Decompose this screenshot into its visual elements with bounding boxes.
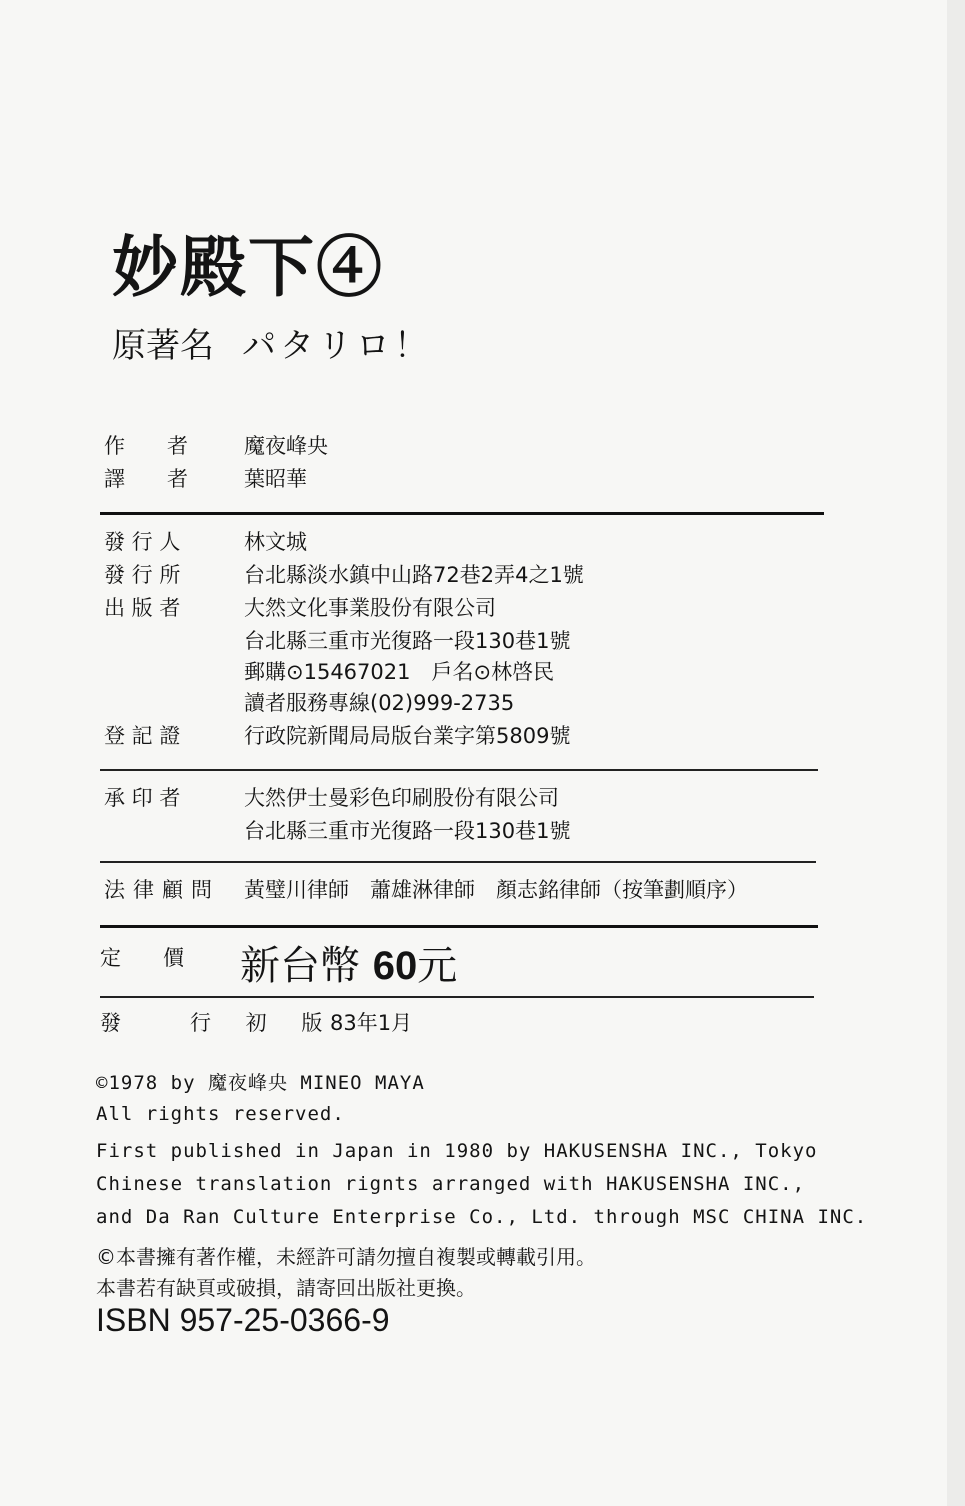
row-value: 行政院新聞局局版台業字第5809號 <box>244 724 571 748</box>
row-label: 出 版 者 <box>104 596 181 620</box>
price-prefix: 新台幣 <box>240 943 360 989</box>
edition-label-2: 行 初 版 <box>190 1011 337 1035</box>
book-title: 妙殿下④ <box>112 228 384 306</box>
row-value: 大然伊士曼彩色印刷股份有限公司 <box>244 786 559 810</box>
price-label: 定 價 <box>100 946 184 970</box>
row-value: 大然文化事業股份有限公司 <box>244 596 496 620</box>
original-title <box>112 318 432 367</box>
original-title-value: パタリロ！ <box>242 326 432 366</box>
edition-label: 發 <box>100 1011 121 1035</box>
copyright-line: First published in Japan in 1980 by HAKUSENSHA INC., Tokyo <box>96 1140 818 1162</box>
publisher-row <box>104 687 514 717</box>
row-value: 台北縣三重市光復路一段130巷1號 <box>244 629 571 653</box>
row-label: 發 行 人 <box>104 530 181 554</box>
publisher-row <box>104 656 554 686</box>
credit-value: 魔夜峰央 <box>244 434 328 458</box>
price-row <box>100 942 458 989</box>
publisher-row <box>104 625 570 655</box>
original-title-label: 原著名 <box>112 326 214 366</box>
divider <box>100 996 814 998</box>
notice-line: ©本書擁有著作權，未經許可請勿擅自複製或轉載引用。 <box>96 1245 596 1269</box>
isbn: ISBN 957-25-0366-9 <box>96 1302 390 1338</box>
row-value: 讀者服務專線(02)999-2735 <box>244 691 515 715</box>
credit-label: 譯 者 <box>104 467 188 491</box>
notice-line: 本書若有缺頁或破損，請寄回出版社更換。 <box>96 1276 476 1300</box>
publisher-row <box>104 592 496 622</box>
row-label: 法律顧問 <box>104 878 220 902</box>
price-amount: 60 <box>372 944 418 988</box>
row-label: 承 印 者 <box>104 786 181 810</box>
copyright-line: Chinese translation rignts arranged with HAKUSENSHA INC., <box>96 1173 806 1195</box>
copyright-line: and Da Ran Culture Enterprise Co., Ltd. through MSC CHINA INC. <box>96 1206 868 1228</box>
row-label: 登 記 證 <box>104 724 181 748</box>
legal-row <box>104 874 748 904</box>
publisher-row <box>104 720 570 750</box>
publisher-row <box>104 559 584 589</box>
divider <box>100 861 816 863</box>
publisher-row <box>104 526 307 556</box>
credit-translator <box>104 463 307 493</box>
copyright-line: ©1978 by 魔夜峰央 MINEO MAYA <box>96 1072 425 1094</box>
row-value: 郵購⊙15467021 戶名⊙林啓民 <box>244 660 555 684</box>
page-edge <box>947 0 965 1506</box>
credit-value: 葉昭華 <box>244 467 307 491</box>
edition-value: 83年1月 <box>330 1011 413 1035</box>
divider <box>100 512 824 515</box>
price-value <box>240 934 457 991</box>
price-unit: 元 <box>417 943 458 989</box>
divider <box>100 769 818 771</box>
row-value: 台北縣淡水鎮中山路72巷2弄4之1號 <box>244 563 584 587</box>
copyright-line: All rights reserved. <box>96 1103 345 1125</box>
row-label: 發 行 所 <box>104 563 181 587</box>
row-value: 台北縣三重市光復路一段130巷1號 <box>244 819 571 843</box>
row-value: 林文城 <box>244 530 307 554</box>
printer-row <box>104 782 559 812</box>
printer-row <box>104 815 570 845</box>
credit-author <box>104 430 328 460</box>
row-value: 黃璧川律師 蕭雄淋律師 顏志銘律師（按筆劃順序） <box>244 878 748 902</box>
edition-row <box>100 1007 412 1037</box>
divider <box>100 925 818 928</box>
credit-label: 作 者 <box>104 434 188 458</box>
